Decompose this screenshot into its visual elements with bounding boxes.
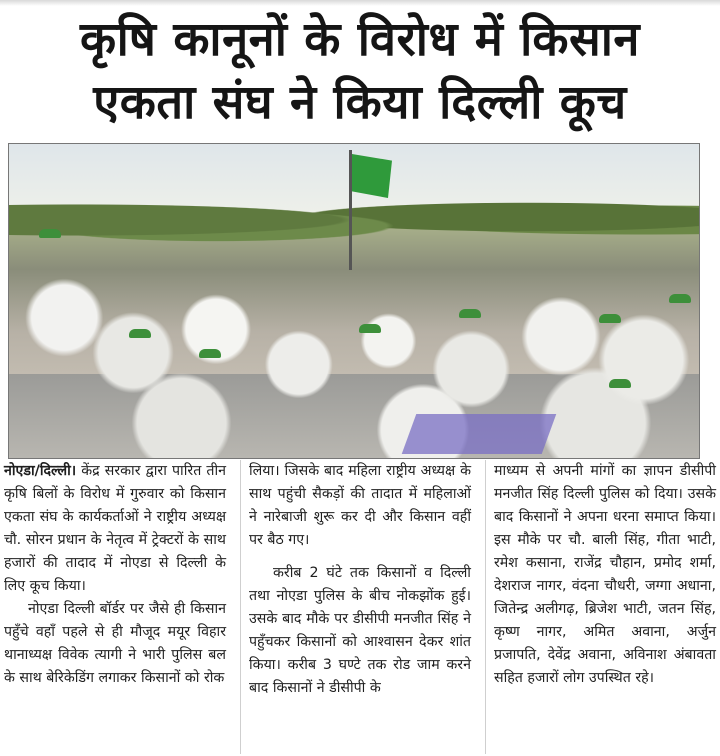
article-column-1 bbox=[4, 460, 226, 754]
headline bbox=[0, 8, 720, 134]
article-paragraph: माध्यम से अपनी मांगों का ज्ञापन डीसीपी मनजीत सिंह दिल्ली पुलिस को दिया। उसके बाद किसानों ने अपना धरना समाप्त किया। इस मौके पर चौ. बाली सिंह, गीता भाटी, रमेश कसाना, राजेंद्र चौहान, प्रमोद शर्मा, देशराज नागर, वंदना चौधरी, जग्गा अधाना, जितेन्द्र अलीगढ़, ब्रिजेश भाटी, जतन सिंह, कृष्ण नागर, अमित अवाना, अर्जुन प्रजापति, देवेंद्र अवाना, अविनाश अंबावता सहित हजारों लोग उपस्थित रहे। bbox=[494, 463, 716, 686]
article-column-3 bbox=[485, 460, 716, 754]
green-cap-icon bbox=[669, 294, 691, 303]
green-cap-icon bbox=[199, 349, 221, 358]
article-text: केंद्र सरकार द्वारा पारित तीन कृषि बिलों के विरोध में गुरुवार को किसान एकता संघ के कार्यकर्ताओं ने राष्ट्रीय अध्यक्ष चौ. सोरन प्रधान के नेतृत्व में ट्रेक्टरों के साथ हजारों की तादाद में नोएडा से दिल्ली के लिए कूच किया। bbox=[4, 463, 226, 594]
article-body bbox=[4, 460, 716, 754]
article-column-2 bbox=[240, 460, 471, 754]
green-cap-icon bbox=[129, 329, 151, 338]
protest-photo bbox=[8, 143, 700, 459]
top-rule bbox=[0, 0, 720, 6]
headline-line-1: कृषि कानूनों के विरोध में किसान bbox=[80, 12, 640, 67]
photo-crowd bbox=[9, 224, 699, 458]
dateline: नोएडा/दिल्ली। bbox=[4, 463, 77, 479]
article-paragraph: नोएडा दिल्ली बॉर्डर पर जैसे ही किसान पहुँचे वहाँ पहले से ही मौजूद मयूर विहार थानाध्यक्ष विवेक त्यागी ने भारी पुलिस बल के साथ बेरिकेडिंग लगाकर किसानों को रोक bbox=[4, 601, 226, 686]
green-cap-icon bbox=[609, 379, 631, 388]
green-cap-icon bbox=[359, 324, 381, 333]
photo-mat bbox=[402, 414, 557, 454]
article-paragraph bbox=[4, 460, 226, 598]
green-flag-icon bbox=[352, 154, 392, 198]
headline-line-2: एकता संघ ने किया दिल्ली कूच bbox=[93, 75, 627, 130]
green-cap-icon bbox=[39, 229, 61, 238]
article-paragraph: करीब 2 घंटे तक किसानों व दिल्ली तथा नोएडा पुलिस के बीच नोकझोंक हुई। उसके बाद मौके पर डीसीपी मनजीत सिंह ने पहुँचकर किसानों को आश्वासन देकर शांत किया। करीब 3 घण्टे तक रोड जाम करने बाद किसानों ने डीसीपी के bbox=[249, 565, 471, 696]
article-paragraph: लिया। जिसके बाद महिला राष्ट्रीय अध्यक्ष के साथ पहुंची सैकड़ों की तादात में महिलाओं ने नारेबाजी शुरू कर दी और किसान वहीं पर बैठ गए। bbox=[249, 463, 471, 548]
green-cap-icon bbox=[459, 309, 481, 318]
green-cap-icon bbox=[599, 314, 621, 323]
